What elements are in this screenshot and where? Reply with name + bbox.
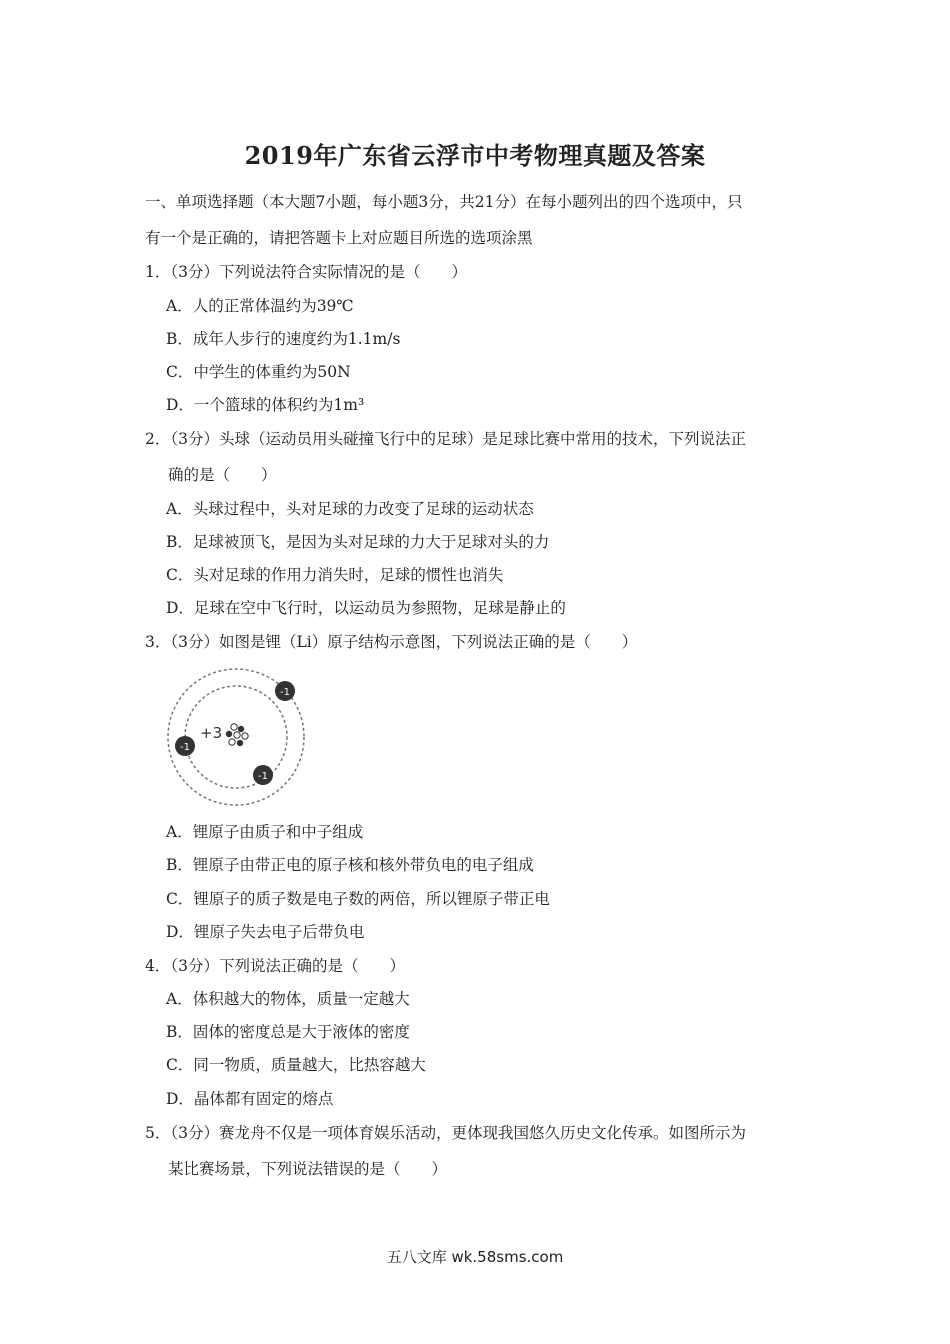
nucleus xyxy=(226,724,248,746)
electron xyxy=(275,681,295,701)
question-1-stem: 1．（3分）下列说法符合实际情况的是（ ） xyxy=(145,263,467,281)
question-2-stem-cont: 确的是（ ） xyxy=(168,466,277,484)
electron-label: -1 xyxy=(280,687,290,698)
electron xyxy=(253,765,273,785)
electron-label: -1 xyxy=(180,742,190,753)
question-2-option-b: B．足球被顶飞，是因为头对足球的力大于足球对头的力 xyxy=(166,533,550,551)
question-3-option-b: B．锂原子由带正电的原子核和核外带负电的电子组成 xyxy=(166,856,534,874)
electron xyxy=(175,736,195,756)
question-4-option-c: C．同一物质，质量越大，比热容越大 xyxy=(166,1056,426,1074)
question-1-option-b: B．成年人步行的速度约为1.1m/s xyxy=(166,330,401,348)
question-3-option-d: D．锂原子失去电子后带负电 xyxy=(166,923,365,941)
question-3-option-c: C．锂原子的质子数是电子数的两倍，所以锂原子带正电 xyxy=(166,890,550,908)
electron-label: -1 xyxy=(258,771,268,782)
question-4-stem: 4．（3分）下列说法正确的是（ ） xyxy=(145,957,405,975)
nucleus-charge-label: +3 xyxy=(200,724,223,742)
footer-watermark: 五八文库 wk.58sms.com xyxy=(386,1248,564,1266)
question-4-option-a: A．体积越大的物体，质量一定越大 xyxy=(166,990,410,1008)
question-4-option-d: D．晶体都有固定的熔点 xyxy=(166,1090,334,1108)
question-2-option-c: C．头对足球的作用力消失时，足球的惯性也消失 xyxy=(166,566,504,584)
question-1-option-d: D．一个篮球的体积约为1m³ xyxy=(166,396,365,414)
question-5-stem: 5．（3分）赛龙舟不仅是一项体育娱乐活动，更体现我国悠久历史文化传承。如图所示为 xyxy=(145,1124,746,1142)
question-3-stem: 3．（3分）如图是锂（Li）原子结构示意图，下列说法正确的是（ ） xyxy=(145,633,638,651)
lithium-atom-diagram xyxy=(165,666,307,808)
question-2-stem: 2．（3分）头球（运动员用头碰撞飞行中的足球）是足球比赛中常用的技术，下列说法正 xyxy=(145,430,746,448)
question-1-option-a: A．人的正常体温约为39℃ xyxy=(166,297,354,315)
section-heading-line1: 一、单项选择题（本大题7小题，每小题3分，共21分）在每小题列出的四个选项中，只 xyxy=(145,193,743,211)
question-2-option-a: A．头球过程中，头对足球的力改变了足球的运动状态 xyxy=(166,500,534,518)
question-2-option-d: D．足球在空中飞行时，以运动员为参照物，足球是静止的 xyxy=(166,599,566,617)
page-title: 2019年广东省云浮市中考物理真题及答案 xyxy=(244,141,706,170)
question-1-option-c: C．中学生的体重约为50N xyxy=(166,363,351,381)
question-5-stem-cont: 某比赛场景，下列说法错误的是（ ） xyxy=(168,1160,448,1178)
section-heading-line2: 有一个是正确的，请把答题卡上对应题目所选的选项涂黑 xyxy=(145,229,533,247)
question-3-option-a: A．锂原子由质子和中子组成 xyxy=(166,823,364,841)
question-4-option-b: B．固体的密度总是大于液体的密度 xyxy=(166,1023,410,1041)
